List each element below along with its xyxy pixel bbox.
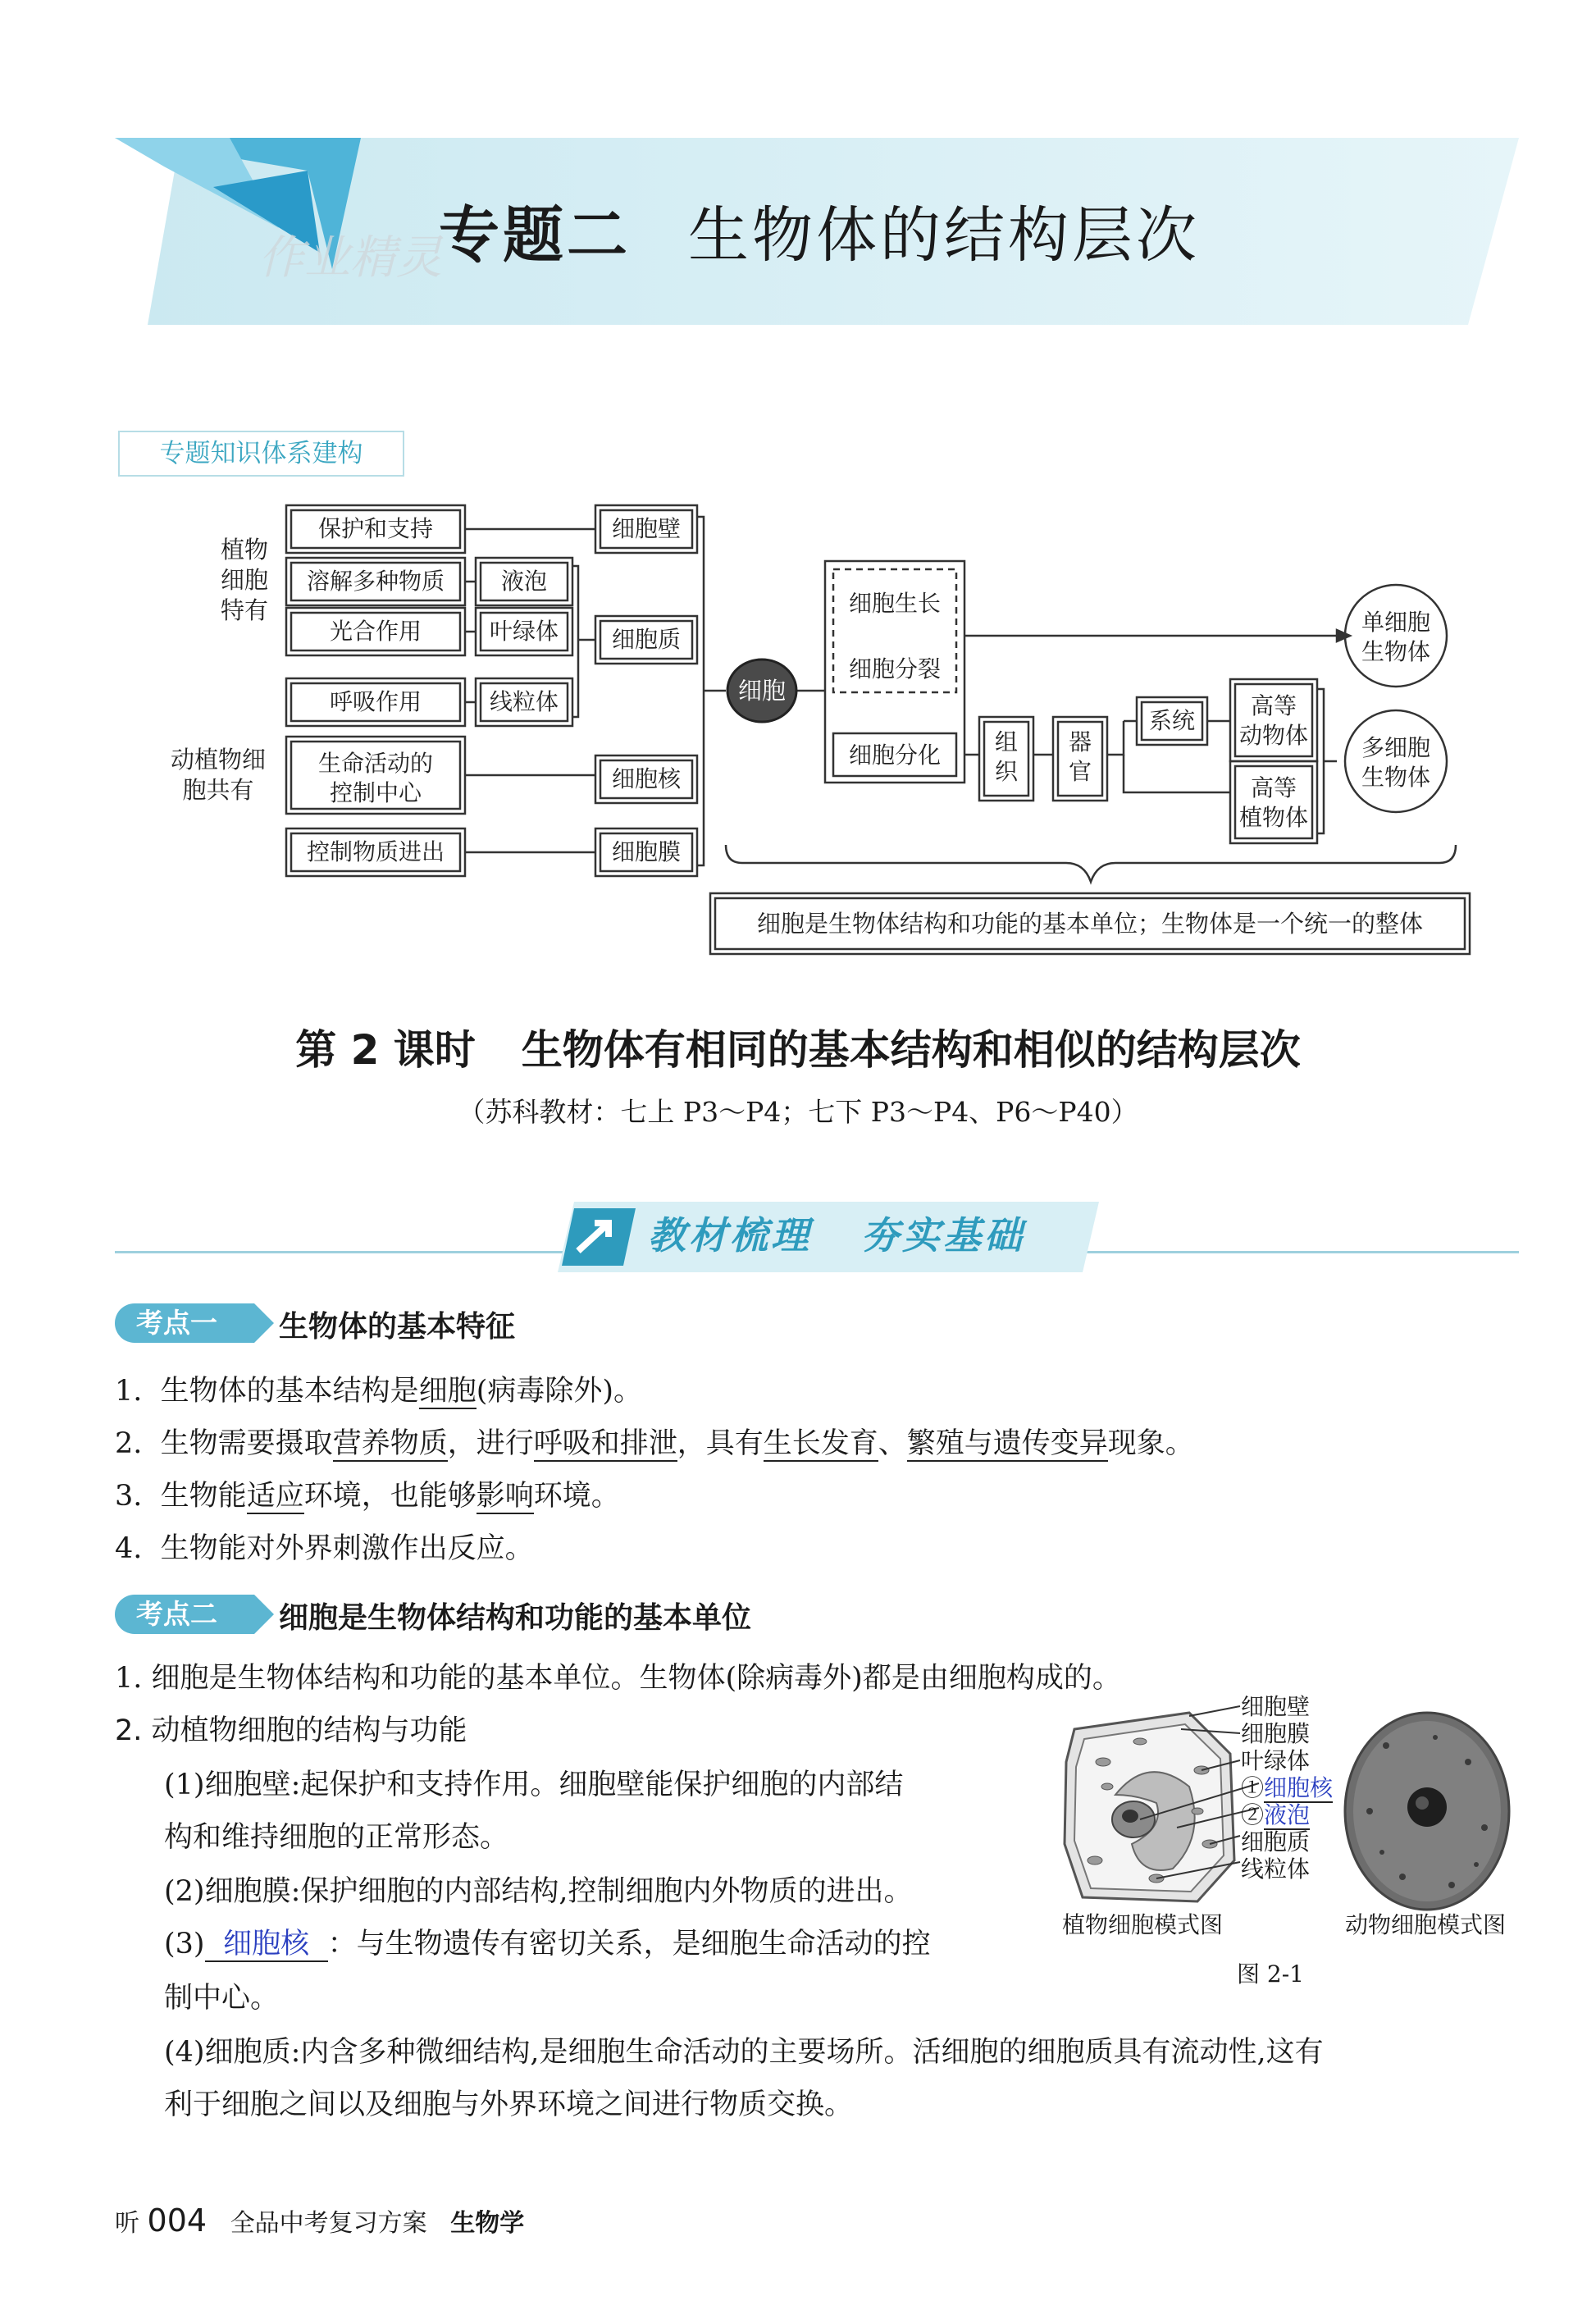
figure-labels	[1241, 1693, 1333, 1883]
func-dissolve: 溶解多种物质	[306, 568, 445, 595]
label-vacuole: ②液泡	[1241, 1801, 1311, 1828]
kp2-p2: 2. 动植物细胞的结构与功能	[115, 1714, 467, 1747]
kp1-tag: 考点一	[115, 1303, 254, 1343]
kp2-tag: 考点二	[115, 1595, 254, 1634]
knowledge-diagram	[0, 492, 1596, 968]
watermark: 作业精灵	[258, 231, 442, 285]
label-nucleus: ①细胞核	[1241, 1774, 1334, 1801]
kp2-p5: (3) 细胞核 ：与生物遗传有密切关系，是细胞生命活动的控	[164, 1928, 931, 1960]
answer-nucleus: 细胞核	[205, 1928, 328, 1962]
footer-prefix: 听	[115, 2209, 139, 2238]
part-cytoplasm: 细胞质	[611, 626, 682, 653]
organelle-vacuole: 液泡	[500, 568, 548, 595]
lesson-title-text: 生物体有相同的基本结构和相似的结构层次	[521, 1026, 1301, 1074]
kp2-title: 细胞是生物体结构和功能的基本单位	[279, 1601, 752, 1635]
func-respiration: 呼吸作用	[329, 688, 422, 715]
multicellular-node: 多细胞生物体	[1361, 734, 1431, 791]
func-control-center-1: 生命活动的	[317, 750, 434, 777]
kp2-p5b: 制中心。	[164, 1982, 280, 2015]
section-tag: 专题知识体系建构	[118, 431, 404, 477]
chapter-title-text: 生物体的结构层次	[688, 200, 1200, 271]
part-nucleus: 细胞核	[611, 765, 682, 792]
higher-plant-node: 高等植物体	[1238, 774, 1309, 831]
cell-node: 细胞	[737, 677, 787, 705]
lesson-label: 第 2 课时	[295, 1026, 476, 1074]
func-control-transport: 控制物质进出	[306, 838, 445, 865]
kp2-tag-tail	[254, 1595, 274, 1634]
kp2-p3b: 构和维持细胞的正常形态。	[164, 1821, 509, 1854]
plant-cell-illustration	[1065, 1713, 1234, 1901]
plant-cell-caption: 植物细胞模式图	[1062, 1911, 1224, 1938]
banner-left: 教材梳理	[648, 1213, 812, 1257]
banner-text	[648, 1206, 1025, 1260]
label-chloroplast: 叶绿体	[1241, 1747, 1311, 1774]
animal-cell-caption: 动物细胞模式图	[1345, 1911, 1507, 1938]
tissue-node: 组织	[994, 728, 1019, 785]
kp2-p6b: 利于细胞之间以及细胞与外界环境之间进行物质交换。	[164, 2088, 854, 2121]
system-node: 系统	[1148, 707, 1196, 734]
kp1-item-3: 3. 生物能适应环境，也能够影响环境。	[115, 1480, 620, 1513]
func-support: 保护和支持	[317, 515, 434, 542]
figure-number: 图 2-1	[1237, 1960, 1304, 1988]
organelle-chloroplast: 叶绿体	[489, 618, 559, 645]
higher-animal-node: 高等动物体	[1238, 692, 1309, 749]
kp2-p1: 1. 细胞是生物体结构和功能的基本单位。生物体(除病毒外)都是由细胞构成的。	[115, 1662, 1121, 1695]
page-number: 004	[147, 2202, 207, 2239]
unicellular-node: 单细胞生物体	[1361, 609, 1431, 665]
kp1-title: 生物体的基本特征	[279, 1310, 516, 1344]
banner-right: 夯实基础	[861, 1213, 1025, 1257]
part-cell-wall: 细胞壁	[611, 515, 682, 542]
label-mito: 线粒体	[1241, 1855, 1311, 1883]
kp2-p4: (2)细胞膜:保护细胞的内部结构,控制细胞内外物质的进出。	[164, 1875, 913, 1908]
chapter-title	[439, 187, 1200, 274]
cell-division: 细胞分裂	[848, 655, 942, 682]
animal-cell-illustration	[1345, 1713, 1509, 1910]
kp1-item-4: 4. 生物能对外界刺激作出反应。	[115, 1532, 534, 1565]
label-membrane: 细胞膜	[1241, 1720, 1311, 1747]
organ-node: 器官	[1068, 728, 1092, 785]
kp1-item-1: 1. 生物体的基本结构是细胞(病毒除外)。	[115, 1375, 643, 1408]
lesson-source: （苏科教材：七上 P3～P4；七下 P3～P4、P6～P40）	[458, 1096, 1138, 1128]
label-cytoplasm: 细胞质	[1241, 1828, 1311, 1855]
diagram-conclusion: 细胞是生物体结构和功能的基本单位；生物体是一个统一的整体	[756, 910, 1424, 938]
book-title: 全品中考复习方案	[230, 2209, 427, 2238]
lesson-title	[0, 1017, 1596, 1076]
cell-differentiation: 细胞分化	[848, 742, 942, 769]
subject: 生物学	[450, 2209, 525, 2238]
cell-growth: 细胞生长	[848, 590, 942, 617]
part-membrane: 细胞膜	[611, 838, 682, 865]
kp2-p3a: (1)细胞壁:起保护和支持作用。细胞壁能保护细胞的内部结	[164, 1769, 904, 1801]
organelle-mitochondria: 线粒体	[489, 688, 559, 715]
label-wall: 细胞壁	[1241, 1693, 1311, 1720]
plant-group-label: 植物细胞特有	[220, 536, 269, 624]
page-footer	[115, 2202, 524, 2239]
common-group-label: 动植物细胞共有	[170, 746, 267, 804]
chapter-label: 专题二	[439, 200, 631, 271]
func-photosynthesis: 光合作用	[329, 618, 422, 645]
kp2-p6a: (4)细胞质:内含多种微细结构,是细胞生命活动的主要场所。活细胞的细胞质具有流动性,这有	[164, 2036, 1324, 2069]
func-control-center-2: 控制中心	[329, 779, 422, 806]
kp1-tag-tail	[254, 1303, 274, 1343]
kp1-item-2: 2. 生物需要摄取营养物质，进行呼吸和排泄，具有生长发育、繁殖与遗传变异现象。	[115, 1427, 1194, 1460]
